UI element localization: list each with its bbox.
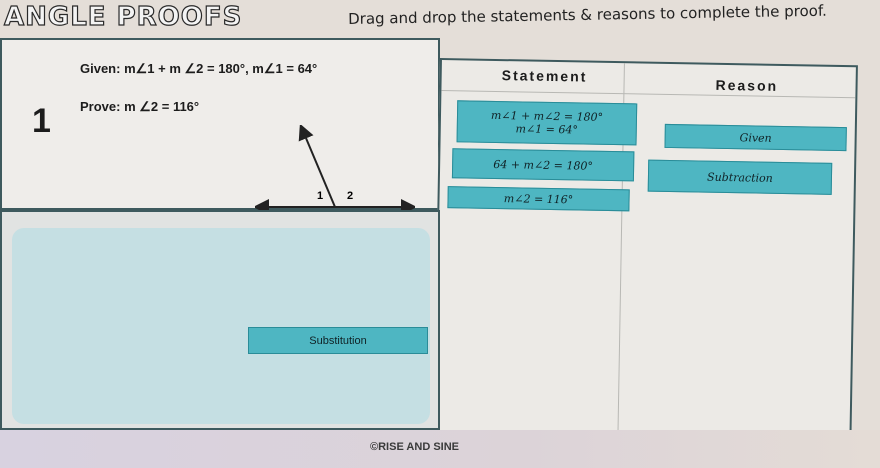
bank-tile-substitution[interactable] [248, 327, 428, 354]
reason-header: Reason [715, 76, 779, 94]
answer-bank [12, 228, 430, 424]
copyright-text: ©RISE AND SINE [370, 441, 459, 453]
prove-text: Prove: m ∠2 = 116° [80, 99, 200, 114]
statement-3-text: m∠2 = 116° [503, 191, 574, 206]
statement-1-line1: m∠1 + m∠2 = 180° [490, 108, 604, 124]
bank-tile-label: Substitution [309, 334, 367, 347]
instructions-text: Drag and drop the statements & reasons to complete the proof. [348, 1, 827, 28]
header-divider [441, 90, 855, 98]
given-text: Given: m∠1 + m ∠2 = 180°, m∠1 = 64° [80, 61, 318, 76]
statement-1-line2: m∠1 = 64° [515, 122, 579, 137]
angle-diagram [255, 125, 415, 215]
statement-header: Statement [501, 67, 588, 85]
angle-1-label: 1 [317, 190, 324, 202]
statement-tile-1[interactable] [457, 100, 638, 145]
reason-tile-1[interactable] [664, 124, 846, 151]
problem-number: 1 [32, 102, 51, 140]
reason-1-text: Given [739, 130, 772, 145]
statement-tile-2[interactable] [452, 148, 634, 181]
statement-tile-3[interactable] [447, 186, 629, 211]
proof-table [433, 58, 858, 455]
reason-2-text: Subtraction [706, 170, 773, 185]
page-title: ANGLE PROOFS [4, 2, 243, 32]
angle-2-label: 2 [347, 190, 354, 202]
answer-bank-panel [0, 210, 440, 430]
statement-2-text: 64 + m∠2 = 180° [493, 157, 594, 173]
reason-tile-2[interactable] [648, 160, 833, 195]
